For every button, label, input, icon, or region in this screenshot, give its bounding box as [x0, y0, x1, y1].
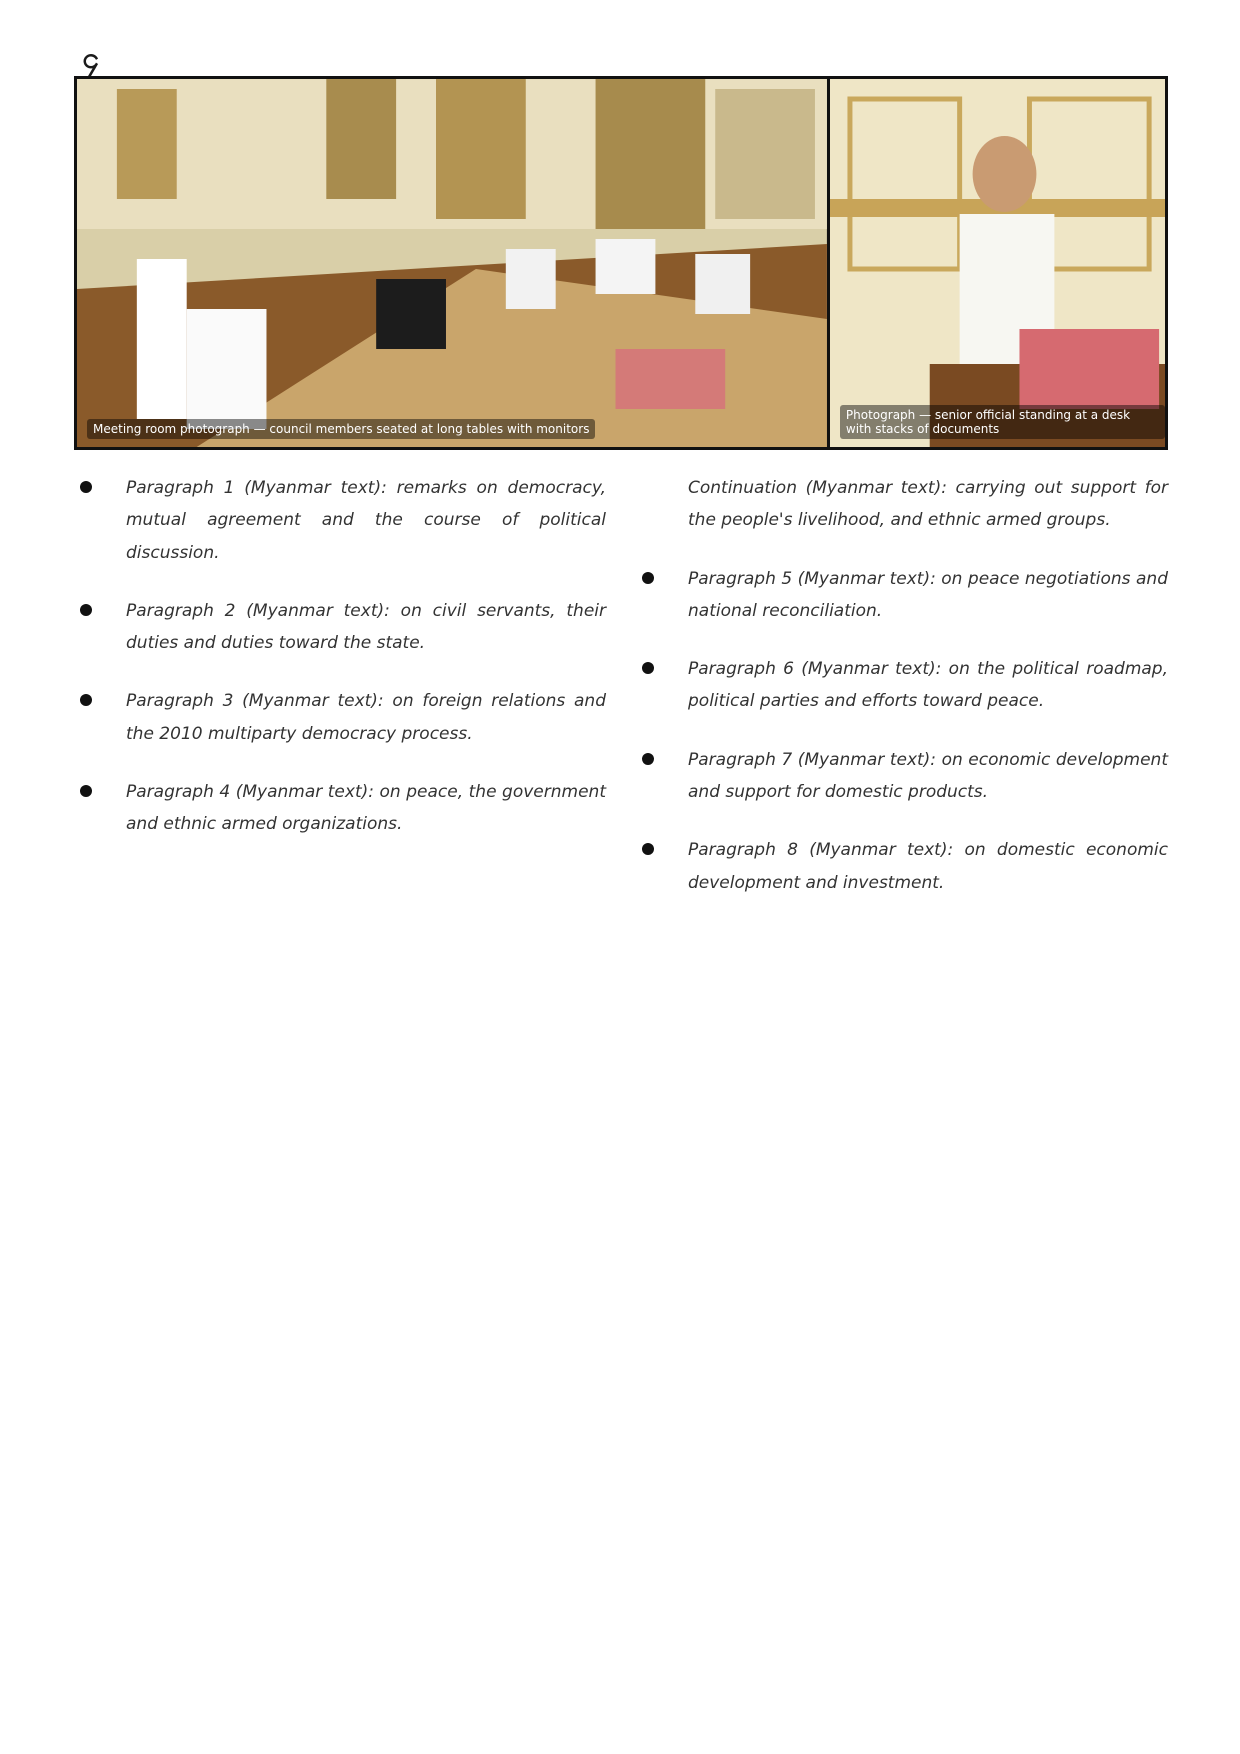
bullet-dot-icon	[642, 753, 654, 765]
paragraph-text: Paragraph 6 (Myanmar text): on the political roadmap, political parties and efforts toward peace.	[688, 659, 1168, 712]
meeting-room-photo	[77, 79, 827, 447]
paragraph-text: Paragraph 2 (Myanmar text): on civil servants, their duties and duties toward the state.	[126, 600, 606, 654]
photo-strip	[74, 76, 1168, 450]
official-standing-photo-caption: Photograph — senior official standing at a desk with stacks of documents	[840, 405, 1165, 439]
paragraph-text: Continuation (Myanmar text): carrying out support for the people's livelihood, and ethnic armed groups.	[688, 478, 1168, 531]
meeting-room-photo-caption: Meeting room photograph — council members seated at long tables with monitors	[87, 419, 595, 439]
paragraph-text: Paragraph 7 (Myanmar text): on economic development and support for domestic products.	[688, 749, 1168, 803]
paragraph-text: Paragraph 4 (Myanmar text): on peace, the government and ethnic armed organizations.	[126, 782, 606, 835]
bullet-paragraph	[74, 472, 606, 569]
bullet-paragraph	[74, 595, 606, 660]
paragraph-text: Paragraph 8 (Myanmar text): on domestic economic development and investment.	[688, 840, 1168, 893]
paragraph-text: Paragraph 3 (Myanmar text): on foreign relations and the 2010 multiparty democracy process.	[126, 691, 606, 744]
bullet-paragraph	[636, 653, 1168, 718]
bullet-dot-icon	[642, 572, 654, 584]
bullet-dot-icon	[80, 481, 92, 493]
bullet-paragraph	[636, 744, 1168, 809]
bullet-dot-icon	[642, 662, 654, 674]
bullet-dot-icon	[80, 785, 92, 797]
paragraph-text: Paragraph 1 (Myanmar text): remarks on democracy, mutual agreement and the course of political discussion.	[126, 478, 606, 563]
continued-paragraph	[636, 472, 1168, 537]
bullet-paragraph	[74, 685, 606, 750]
left-column	[74, 472, 606, 1722]
bullet-paragraph	[74, 776, 606, 841]
paragraph-text: Paragraph 5 (Myanmar text): on peace negotiations and national reconciliation.	[688, 568, 1168, 621]
bullet-dot-icon	[642, 843, 654, 855]
page-number: ၄	[82, 41, 99, 76]
bullet-dot-icon	[80, 604, 92, 616]
bullet-dot-icon	[80, 694, 92, 706]
bullet-paragraph	[636, 563, 1168, 628]
bullet-paragraph	[636, 834, 1168, 899]
article-columns	[74, 472, 1168, 1722]
official-standing-photo	[830, 79, 1165, 447]
right-column	[636, 472, 1168, 1722]
